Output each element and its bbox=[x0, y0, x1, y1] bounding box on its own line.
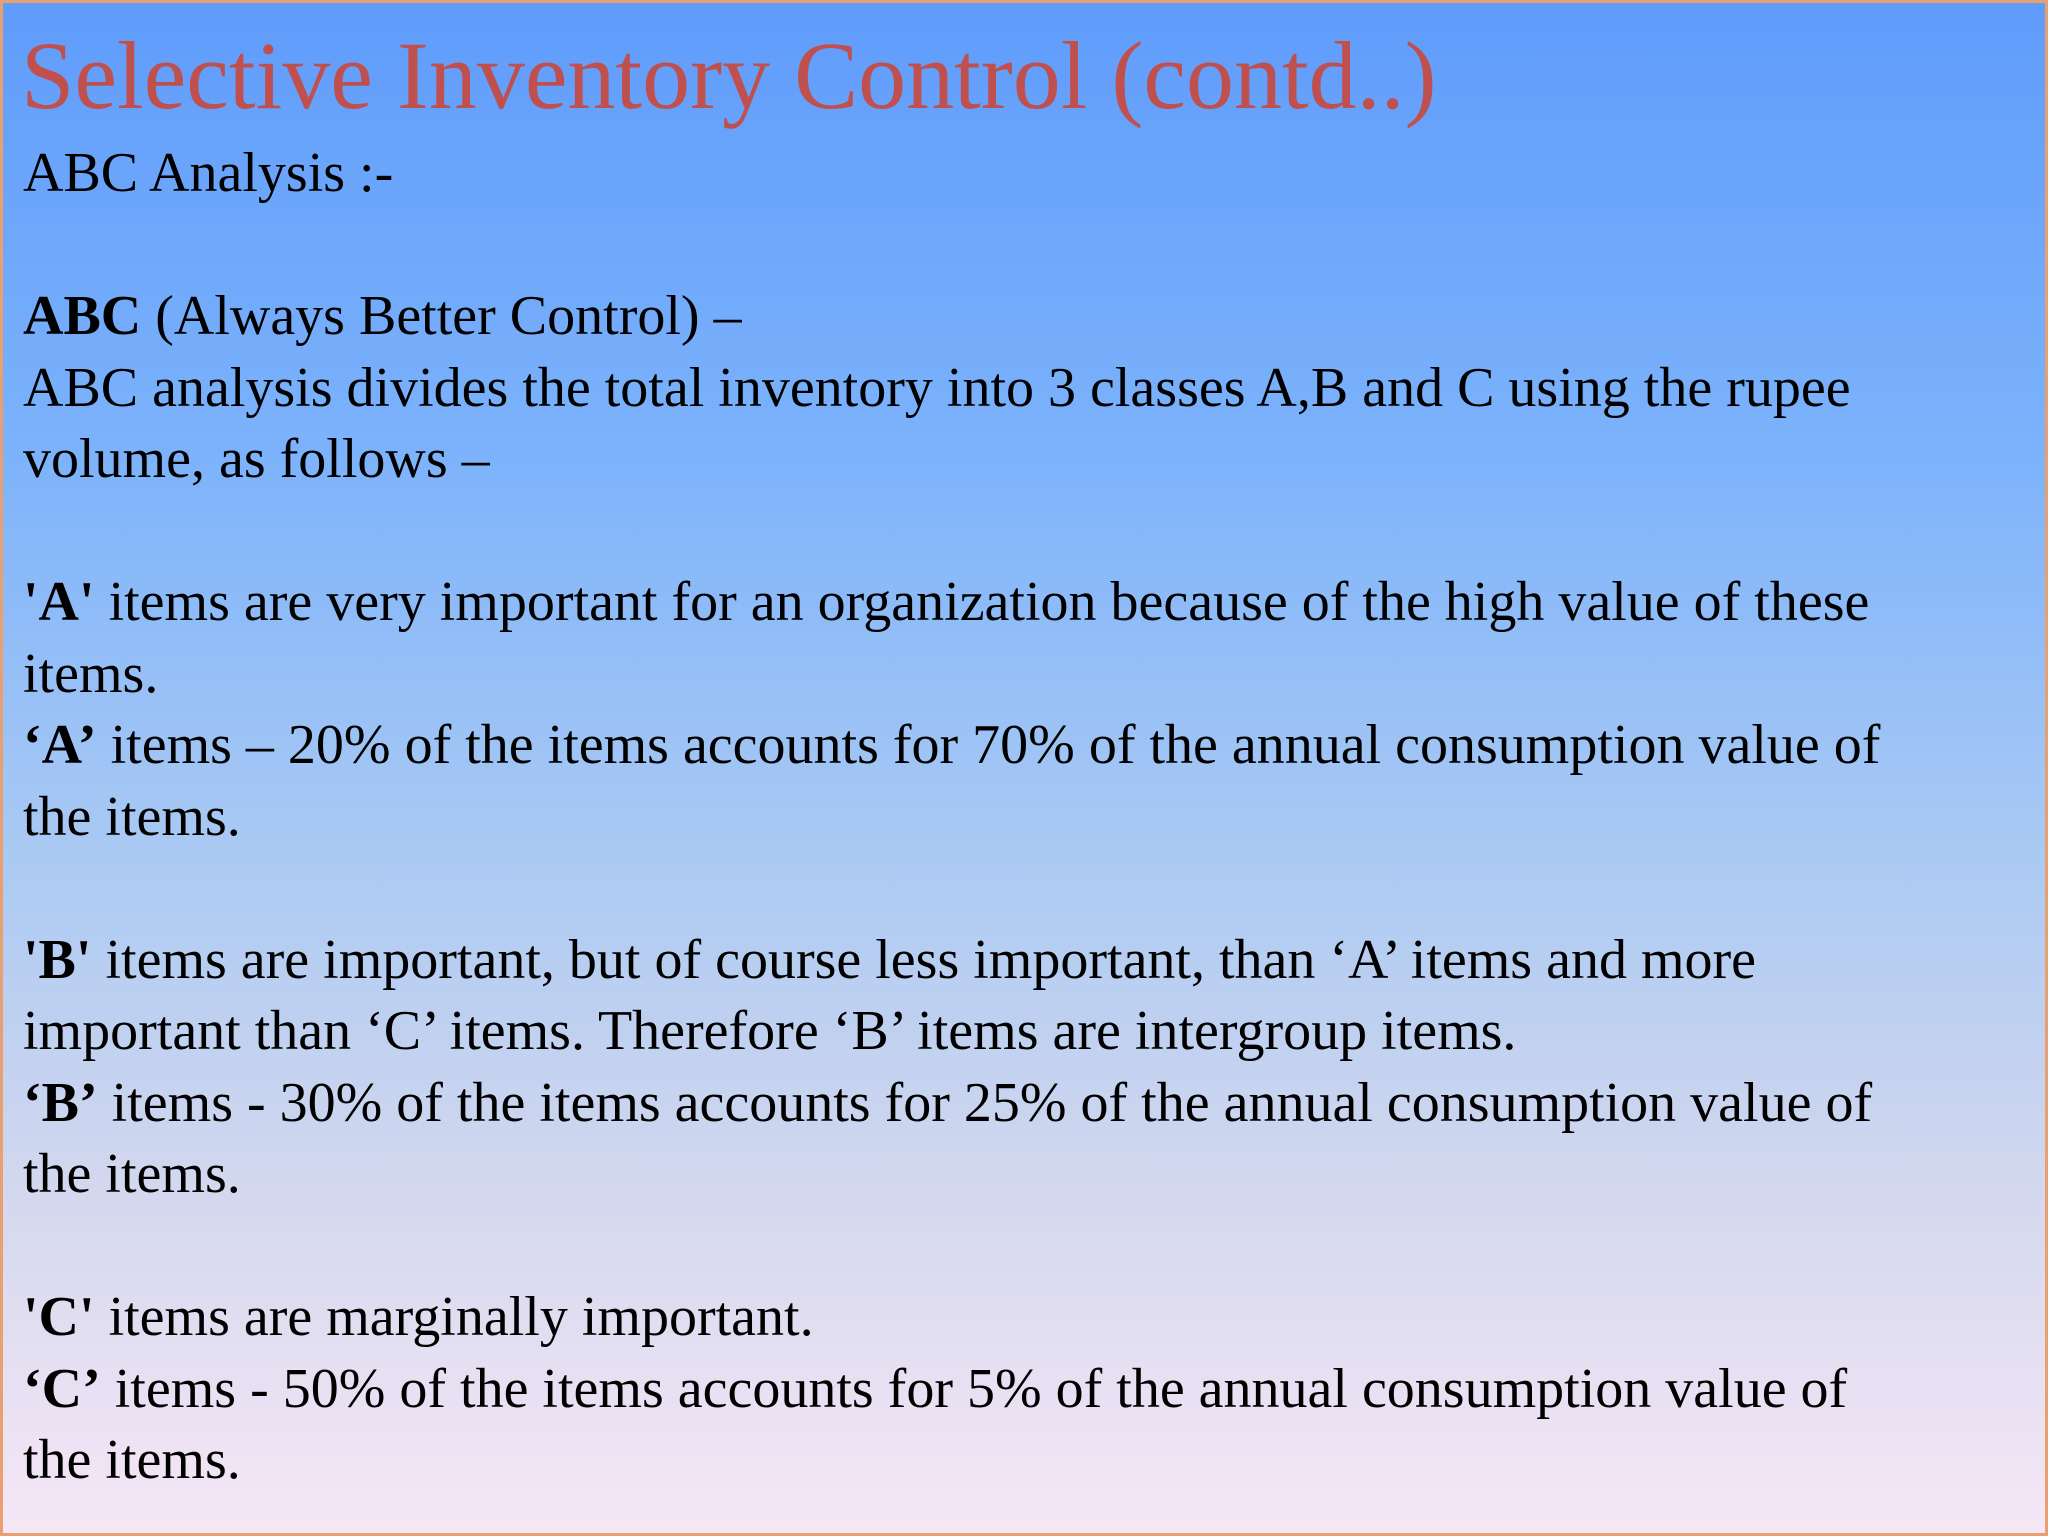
spacer bbox=[23, 853, 2023, 925]
class-c-desc-text: items are marginally important. bbox=[94, 1286, 814, 1348]
class-b-stat-line-1 bbox=[23, 1068, 2023, 1140]
intro-line-1: ABC analysis divides the total inventory into 3 classes A,B and C using the rupee bbox=[23, 356, 1851, 419]
class-a-desc-text: items are very important for an organization because of the high value of these bbox=[94, 571, 1870, 633]
class-b-stat-line-2: the items. bbox=[23, 1143, 241, 1205]
class-c-label-quoted: ‘C’ bbox=[23, 1357, 101, 1420]
class-a-stat-text: items – 20% of the items accounts for 70% of the annual consumption value of bbox=[96, 714, 1881, 776]
slide-body bbox=[23, 138, 2023, 1497]
intro-line-2: volume, as follows – bbox=[23, 428, 490, 490]
class-b-stat-text: items - 30% of the items accounts for 25% of the annual consumption value of bbox=[97, 1071, 1873, 1134]
class-a-stat-line-2: the items. bbox=[23, 785, 241, 848]
class-c-stat-line-1 bbox=[23, 1354, 2023, 1426]
spacer bbox=[23, 210, 2023, 282]
spacer bbox=[23, 496, 2023, 568]
class-c-stat-text: items - 50% of the items accounts for 5% of the annual consumption value of bbox=[100, 1357, 1848, 1420]
class-a-desc-line-1 bbox=[23, 567, 2023, 639]
abc-term: ABC bbox=[23, 285, 142, 347]
spacer bbox=[23, 1211, 2023, 1283]
class-b-desc-line-1 bbox=[23, 925, 2023, 997]
class-a-label-quoted: ‘A’ bbox=[23, 714, 97, 776]
class-b-label-quoted: ‘B’ bbox=[23, 1071, 98, 1134]
slide-title: Selective Inventory Control (contd..) bbox=[21, 22, 1437, 129]
class-c-label: 'C' bbox=[23, 1286, 95, 1348]
class-b-label: 'B' bbox=[23, 928, 92, 991]
class-a-desc-line-2: items. bbox=[23, 642, 159, 705]
class-b-desc-text: items are important, but of course less important, than ‘A’ items and more bbox=[91, 928, 1757, 991]
abc-definition bbox=[23, 281, 2023, 353]
class-b-desc-line-2: important than ‘C’ items. Therefore ‘B’ items are intergroup items. bbox=[23, 1000, 1517, 1062]
class-a-label: 'A' bbox=[23, 571, 95, 633]
abc-expansion: (Always Better Control) – bbox=[141, 285, 742, 347]
class-c-stat-line-2: the items. bbox=[23, 1429, 241, 1491]
class-c-desc-line-1 bbox=[23, 1282, 2023, 1354]
class-a-stat-line-1 bbox=[23, 710, 2023, 782]
subtitle: ABC Analysis :- bbox=[23, 142, 394, 204]
